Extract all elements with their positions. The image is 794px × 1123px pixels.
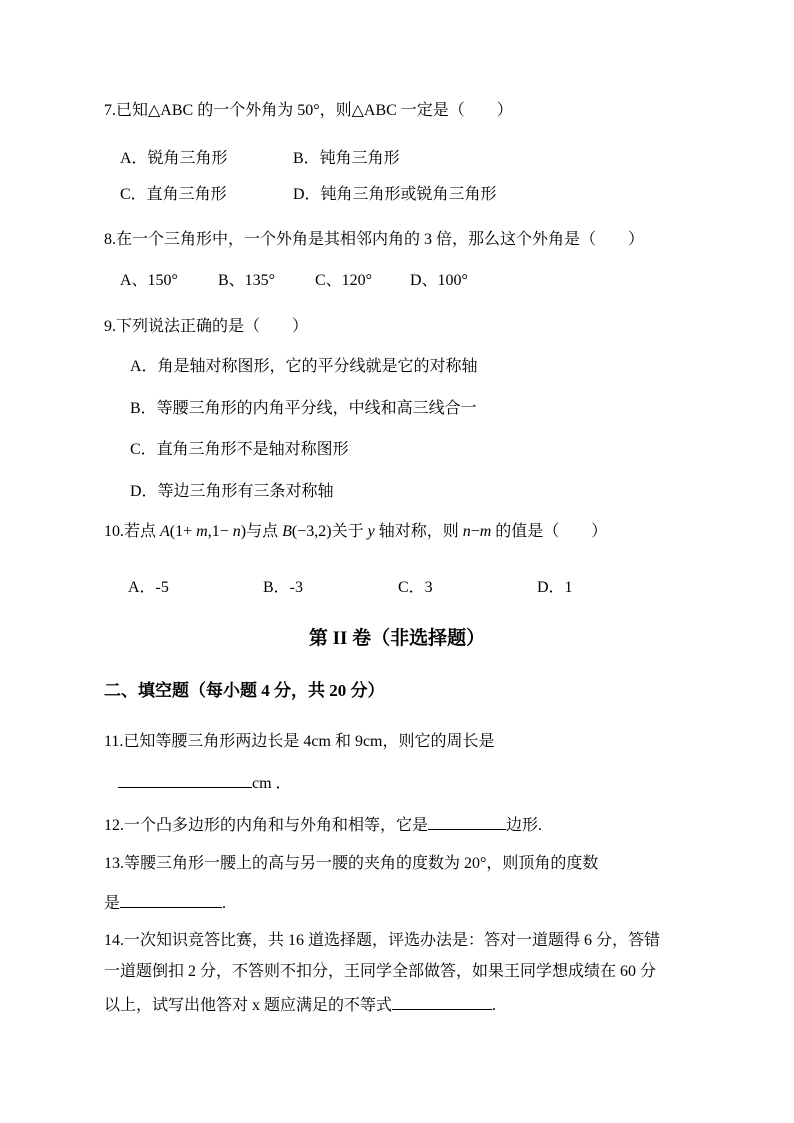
q10-var-B: B (282, 523, 292, 540)
question-7-option-a: A．锐角三角形 (120, 150, 228, 167)
fill-in-section-header: 二、填空题（每小题 4 分，共 20 分） (104, 681, 385, 700)
answer-blank (120, 890, 222, 908)
q10-text: (1+ (169, 523, 197, 540)
answer-blank (392, 992, 492, 1010)
question-13-line2 (104, 890, 226, 915)
q13-before-blank: 是 (104, 894, 121, 912)
q10-text: 的值是（ ） (491, 523, 608, 540)
q10-text: (−3,2) (291, 523, 332, 540)
question-14-line1: 14.一次知识竞答比赛，共 16 道选择题，评选办法是：答对一道题得 6 分，答错 (104, 932, 661, 949)
question-7-option-c: C．直角三角形 (120, 186, 227, 203)
q10-text: ,1− (207, 523, 233, 540)
q10-var-m: m (196, 523, 208, 540)
question-10-option-a: A．-5 (128, 579, 169, 596)
question-14-line2: 一道题倒扣 2 分，不答则不扣分，王同学全部做答，如果王同学想成绩在 60 分 (104, 963, 657, 980)
q10-var-n2: n (462, 523, 471, 540)
answer-blank (428, 812, 506, 830)
q10-text: 10.若点 (104, 523, 161, 540)
question-9-option-a: A．角是轴对称图形，它的平分线就是它的对称轴 (130, 358, 478, 375)
question-8-stem: 8.在一个三角形中，一个外角是其相邻内角的 3 倍，那么这个外角是（ ） (104, 231, 645, 248)
question-9-option-b: B．等腰三角形的内角平分线，中线和高三线合一 (130, 400, 477, 417)
question-8-option-b: B、135° (218, 272, 276, 289)
section-2-title: 第 II 卷（非选择题） (308, 628, 486, 649)
question-12-line (104, 812, 542, 837)
question-9-stem: 9.下列说法正确的是（ ） (104, 318, 309, 335)
q14-before-blank: 以上，试写出他答对 x 题应满足的不等式 (104, 996, 393, 1014)
question-10-stem (104, 521, 607, 543)
question-10-option-b: B．-3 (263, 579, 304, 596)
question-10-option-c: C．3 (398, 579, 433, 596)
q10-var-n: n (232, 523, 241, 540)
q10-var-A: A (160, 523, 170, 540)
question-7-option-d: D．钝角三角形或锐角三角形 (293, 186, 497, 203)
question-14-line3 (104, 992, 496, 1017)
q10-var-y: y (367, 523, 375, 540)
q10-text: )与点 (240, 523, 283, 540)
q10-minus: − (470, 523, 480, 540)
question-8-option-a: A、150° (120, 272, 178, 289)
q10-text: 关于 (331, 523, 368, 540)
question-11-line2 (118, 770, 292, 795)
q12-before-blank: 12.一个凸多边形的内角和与外角和相等，它是 (104, 816, 429, 834)
question-7-option-b: B．钝角三角形 (293, 150, 400, 167)
question-9-option-d: D．等边三角形有三条对称轴 (130, 483, 334, 500)
question-10-option-d: D．1 (537, 579, 573, 596)
q13-after-blank: . (222, 894, 227, 912)
q11-after-blank: cm ． (252, 774, 292, 792)
q10-var-m2: m (479, 523, 492, 540)
question-13-line1: 13.等腰三角形一腰上的高与另一腰的夹角的度数为 20°，则顶角的度数 (104, 855, 599, 872)
question-8-option-d: D、100° (410, 272, 468, 289)
question-8-option-c: C、120° (315, 272, 373, 289)
question-11-line1: 11.已知等腰三角形两边长是 4cm 和 9cm，则它的周长是 (104, 733, 495, 750)
q14-after-blank: . (492, 996, 497, 1014)
question-7-stem: 7.已知△ABC 的一个外角为 50°，则△ABC 一定是（ ） (104, 102, 513, 119)
q10-text: 轴对称，则 (374, 523, 463, 540)
answer-blank (118, 770, 252, 788)
q12-after-blank: 边形. (506, 816, 543, 834)
question-9-option-c: C．直角三角形不是轴对称图形 (130, 441, 349, 458)
